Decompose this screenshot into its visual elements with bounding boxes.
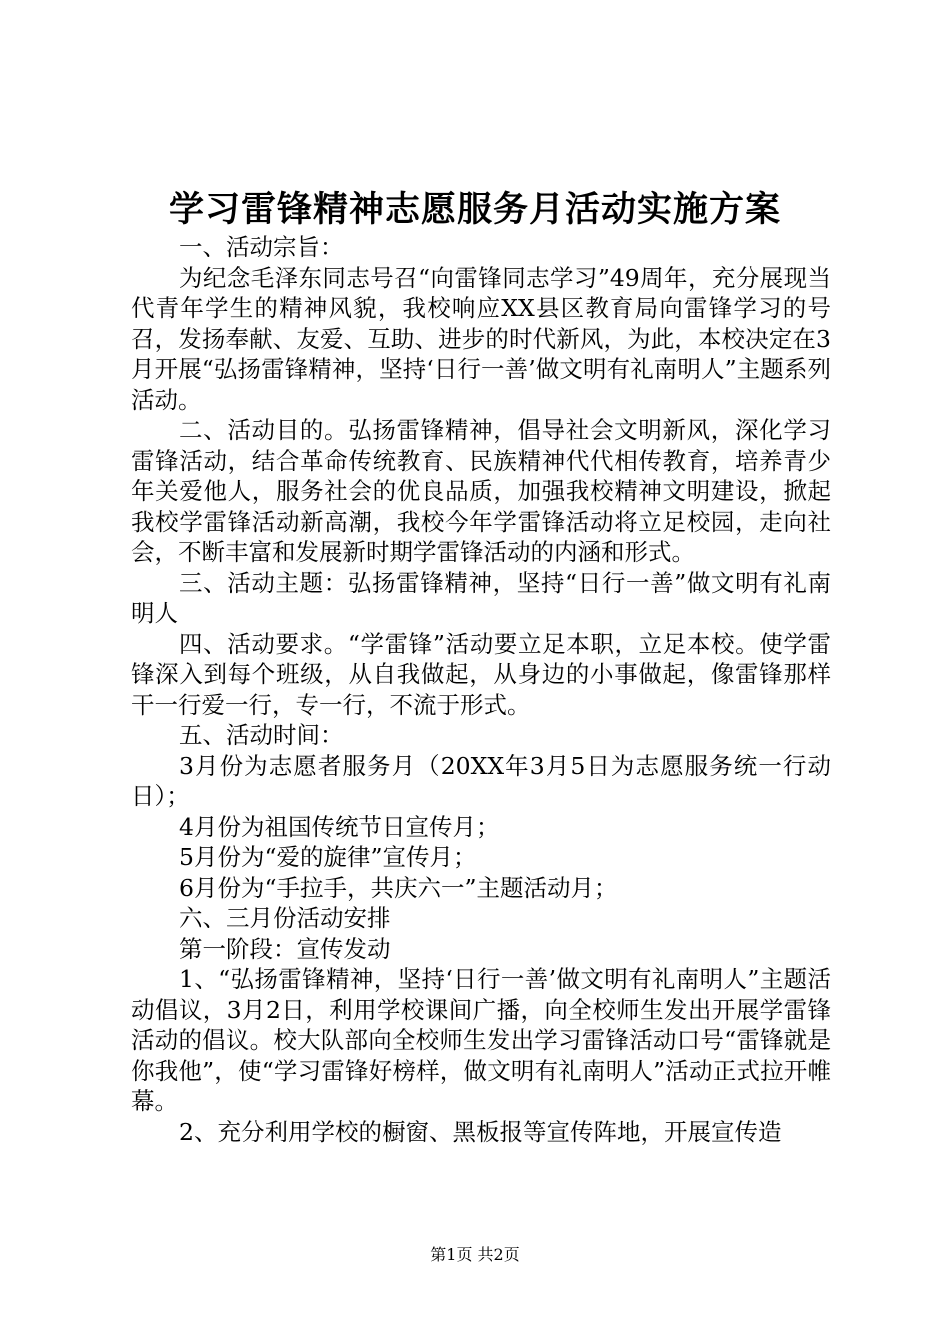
paragraph-requirements: 四、活动要求。“学雷锋”活动要立足本职，立足本校。使学雷锋深入到每个班级，从自我做起，从身边的小事做起，像雷锋那样干一行爱一行，专一行，不流于形式。 <box>131 629 831 719</box>
paragraph-item-2: 2、充分利用学校的橱窗、黑板报等宣传阵地，开展宣传造 <box>179 1117 782 1146</box>
document-title: 学习雷锋精神志愿服务月活动实施方案 <box>168 189 781 230</box>
heading-stage-one: 第一阶段：宣传发动 <box>179 934 391 963</box>
paragraph-item-1: 1、“弘扬雷锋精神，坚持‘日行一善’做文明有礼南明人”主题活动倡议，3月2日，利用学校课间广播，向全校师生发出开展学雷锋活动的倡议。校大队部向全校师生发出学习雷锋活动口号“雷锋就是你我他”，使“学习雷锋好榜样，做文明有礼南明人”活动正式拉开帷幕。 <box>131 965 831 1115</box>
heading-purpose: 一、活动宗旨： <box>179 233 344 261</box>
paragraph-purpose: 为纪念毛泽东同志号召“向雷锋同志学习”49周年，充分展现当代青年学生的精神风貌，我校响应XX县区教育局向雷锋学习的号召，发扬奉献、友爱、互助、进步的时代新风，为此，本校决定在3月开展“弘扬雷锋精神，坚持‘日行一善’做文明有礼南明人”主题系列活动。 <box>131 263 831 414</box>
schedule-may: 5月份为“爱的旋律”宣传月； <box>179 843 477 871</box>
paragraph-theme: 三、活动主题：弘扬雷锋精神，坚持“日行一善”做文明有礼南明人 <box>131 568 831 627</box>
paragraph-goal: 二、活动目的。弘扬雷锋精神，倡导社会文明新风，深化学习雷锋活动，结合革命传统教育、民族精神代代相传教育，培养青少年关爱他人，服务社会的优良品质，加强我校精神文明建设，掀起我校学雷锋活动新高潮，我校今年学雷锋活动将立足校园，走向社会，不断丰富和发展新时期学雷锋活动的内涵和形式。 <box>131 416 831 566</box>
document-body <box>131 232 831 1147</box>
page-number-footer: 第1页 共2页 <box>430 1245 520 1264</box>
heading-schedule: 五、活动时间： <box>179 721 344 749</box>
schedule-june: 6月份为“手拉手，共庆六一”主题活动月； <box>179 873 618 902</box>
heading-march-arrangement: 六、三月份活动安排 <box>179 904 391 932</box>
schedule-april: 4月份为祖国传统节日宣传月； <box>179 812 500 841</box>
schedule-march: 3月份为志愿者服务月（20XX年3月5日为志愿服务统一行动日）； <box>131 751 831 810</box>
